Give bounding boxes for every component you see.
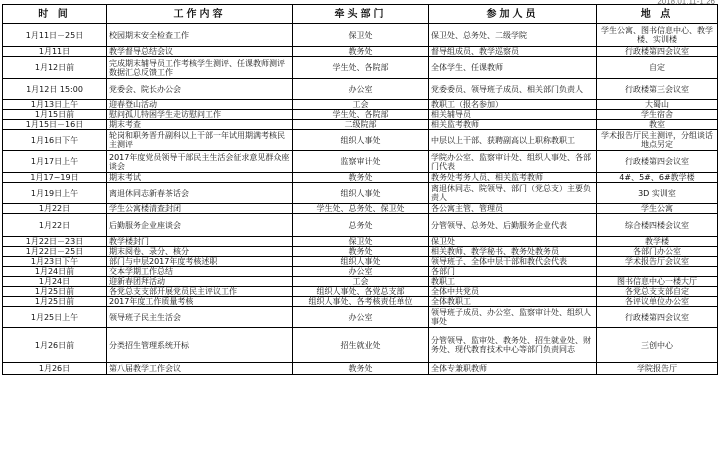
cell-content: 各党总支支部开展党员民主评议工作	[107, 287, 293, 297]
table-row	[3, 267, 718, 277]
cell-time: 1月24日前	[3, 267, 107, 277]
cell-place: 各党总支支部自定	[597, 287, 718, 297]
cell-people: 保卫处	[429, 237, 597, 247]
cell-dept: 工会	[293, 100, 429, 110]
cell-time: 1月25日前	[3, 287, 107, 297]
date-range-note: 2018.01.11-1.26	[657, 0, 715, 6]
cell-content: 慰问孤儿特困学生走访慰问工作	[107, 110, 293, 120]
cell-content: 期末考查	[107, 120, 293, 130]
cell-dept: 教务处	[293, 363, 429, 375]
cell-people: 相关辅导员	[429, 110, 597, 120]
cell-place: 行政楼第四会议室	[597, 151, 718, 173]
cell-time: 1月22日－25日	[3, 247, 107, 257]
cell-dept: 学生处、各院部	[293, 110, 429, 120]
cell-dept: 组织人事处、各考核责任单位	[293, 297, 429, 307]
table-row	[3, 183, 718, 204]
cell-place: 学院报告厅	[597, 363, 718, 375]
table-row	[3, 297, 718, 307]
table-row	[3, 47, 718, 57]
cell-dept: 招生就业处	[293, 328, 429, 363]
cell-time: 1月26日前	[3, 328, 107, 363]
cell-place: 教学楼	[597, 237, 718, 247]
table-row	[3, 24, 718, 47]
cell-content: 迎新春团拜活动	[107, 277, 293, 287]
cell-dept: 工会	[293, 277, 429, 287]
cell-people: 领导班子、全体中层干部和教代会代表	[429, 257, 597, 267]
cell-people: 教职工（报名参加）	[429, 100, 597, 110]
cell-dept: 组织人事处	[293, 257, 429, 267]
cell-time: 1月11日－25日	[3, 24, 107, 47]
cell-people: 中层以上干部、获聘副高以上职称教职工	[429, 130, 597, 151]
cell-dept: 教务处	[293, 47, 429, 57]
cell-dept: 组织人事处	[293, 183, 429, 204]
cell-content: 离退休同志新春茶话会	[107, 183, 293, 204]
table-row	[3, 237, 718, 247]
header-people: 参加人员	[429, 5, 597, 24]
cell-place: 行政楼第四会议室	[597, 307, 718, 328]
cell-people: 各公寓主管、管理员	[429, 204, 597, 214]
cell-people: 离退休同志、院领导、部门（党总支）主要负责人	[429, 183, 597, 204]
cell-dept: 办公室	[293, 307, 429, 328]
cell-content: 学生公寓楼清查封闭	[107, 204, 293, 214]
cell-place: 自定	[597, 57, 718, 79]
cell-content: 期末考试	[107, 173, 293, 183]
cell-place: 三创中心	[597, 328, 718, 363]
cell-time: 1月22日	[3, 204, 107, 214]
cell-place: 学生公寓	[597, 204, 718, 214]
table-row	[3, 110, 718, 120]
cell-people: 全体教职工	[429, 297, 597, 307]
cell-content: 2017年度党员领导干部民主生活会征求意见群众座谈会	[107, 151, 293, 173]
cell-dept: 学生处、各院部	[293, 57, 429, 79]
cell-dept: 教务处	[293, 247, 429, 257]
cell-content: 领导班子民主生活会	[107, 307, 293, 328]
cell-content: 校园期末安全检查工作	[107, 24, 293, 47]
cell-place: 各评议单位办公室	[597, 297, 718, 307]
table-header-row	[3, 5, 718, 24]
cell-people: 全体专兼职教师	[429, 363, 597, 375]
cell-time: 1月25日前	[3, 297, 107, 307]
cell-place	[597, 267, 718, 277]
cell-content: 教学楼封门	[107, 237, 293, 247]
cell-content: 部门与中层2017年度考核述职	[107, 257, 293, 267]
cell-content: 分类招生管理系统开标	[107, 328, 293, 363]
cell-time: 1月17~19日	[3, 173, 107, 183]
cell-people: 督导组成员、教学巡察员	[429, 47, 597, 57]
cell-time: 1月16日下午	[3, 130, 107, 151]
header-content: 工作内容	[107, 5, 293, 24]
cell-content: 2017年度工作质量考核	[107, 297, 293, 307]
cell-dept: 总务处	[293, 214, 429, 237]
cell-content: 党委会、院长办公会	[107, 79, 293, 100]
table-row	[3, 100, 718, 110]
cell-people: 各部门	[429, 267, 597, 277]
cell-place: 3D 实训室	[597, 183, 718, 204]
cell-time: 1月17日上午	[3, 151, 107, 173]
table-row	[3, 307, 718, 328]
table-row	[3, 328, 718, 363]
header-dept: 牵头部门	[293, 5, 429, 24]
cell-place: 各部门办公室	[597, 247, 718, 257]
cell-people: 分管领导、总务处、后勤服务企业代表	[429, 214, 597, 237]
table-row	[3, 277, 718, 287]
cell-place: 教室	[597, 120, 718, 130]
table-row	[3, 79, 718, 100]
table-row	[3, 173, 718, 183]
cell-content: 后勤服务企业座谈会	[107, 214, 293, 237]
cell-people: 相关监考教师	[429, 120, 597, 130]
cell-content: 第八届教学工作会议	[107, 363, 293, 375]
cell-content: 交本学期工作总结	[107, 267, 293, 277]
cell-people: 分管领导、监审处、教务处、招生就业处、财务处、现代教育技术中心等部门负责同志	[429, 328, 597, 363]
table-row	[3, 120, 718, 130]
cell-dept: 教务处	[293, 173, 429, 183]
cell-time: 1月25日上午	[3, 307, 107, 328]
cell-time: 1月24日	[3, 277, 107, 287]
cell-content: 教学督导总结会议	[107, 47, 293, 57]
cell-people: 全体学生、任课教师	[429, 57, 597, 79]
cell-people: 教职工	[429, 277, 597, 287]
table-row	[3, 151, 718, 173]
cell-time: 1月23日下午	[3, 257, 107, 267]
cell-time: 1月15日前	[3, 110, 107, 120]
cell-dept: 组织人事处、各党总支部	[293, 287, 429, 297]
cell-time: 1月12日前	[3, 57, 107, 79]
cell-dept: 保卫处	[293, 24, 429, 47]
cell-dept: 办公室	[293, 79, 429, 100]
header-time: 时 间	[3, 5, 107, 24]
cell-people: 保卫处、总务处、二级学院	[429, 24, 597, 47]
cell-people: 教务处考务人员、相关监考教师	[429, 173, 597, 183]
cell-place: 学术报告厅会议室	[597, 257, 718, 267]
cell-people: 相关教师、教学秘书、教务处教务员	[429, 247, 597, 257]
cell-people: 全体中共党员	[429, 287, 597, 297]
cell-people: 党委委员、领导班子成员、相关部门负责人	[429, 79, 597, 100]
table-row	[3, 57, 718, 79]
cell-place: 学术报告厅民主测评，分组谈话地点另定	[597, 130, 718, 151]
cell-time: 1月12日 15:00	[3, 79, 107, 100]
table-row	[3, 287, 718, 297]
cell-time: 1月26日	[3, 363, 107, 375]
cell-place: 大蜀山	[597, 100, 718, 110]
table-row	[3, 257, 718, 267]
table-row	[3, 247, 718, 257]
cell-content: 迎春登山活动	[107, 100, 293, 110]
cell-place: 学生公寓、图书信息中心、教学楼、实训楼	[597, 24, 718, 47]
table-row	[3, 130, 718, 151]
table-row	[3, 204, 718, 214]
cell-time: 1月11日	[3, 47, 107, 57]
cell-dept: 组织人事处	[293, 130, 429, 151]
cell-place: 学生宿舍	[597, 110, 718, 120]
cell-time: 1月19日上午	[3, 183, 107, 204]
cell-dept: 学生处、总务处、保卫处	[293, 204, 429, 214]
cell-dept: 保卫处	[293, 237, 429, 247]
cell-content: 完成期末辅导员工作考核学生测评、任课教师测评数据汇总反馈工作	[107, 57, 293, 79]
table-row	[3, 363, 718, 375]
cell-dept: 二级院部	[293, 120, 429, 130]
cell-time: 1月13日上午	[3, 100, 107, 110]
cell-content: 期末阅卷、录分、核分	[107, 247, 293, 257]
cell-people: 领导班子成员、办公室、监察审计处、组织人事处	[429, 307, 597, 328]
cell-time: 1月22日	[3, 214, 107, 237]
cell-time: 1月22日－23日	[3, 237, 107, 247]
cell-time: 1月15日－16日	[3, 120, 107, 130]
table-body	[3, 24, 718, 375]
cell-dept: 监察审计处	[293, 151, 429, 173]
cell-dept: 办公室	[293, 267, 429, 277]
cell-place: 行政楼第四会议室	[597, 47, 718, 57]
cell-place: 图书信息中心一楼大厅	[597, 277, 718, 287]
cell-place: 4#、5#、6#教学楼	[597, 173, 718, 183]
cell-place: 综合楼四楼会议室	[597, 214, 718, 237]
schedule-table	[2, 4, 718, 375]
cell-place: 行政楼第三会议室	[597, 79, 718, 100]
header-place: 地 点	[597, 5, 718, 24]
cell-content: 轮岗和职务晋升副科以上干部一年试用期满考核民主测评	[107, 130, 293, 151]
table-row	[3, 214, 718, 237]
cell-people: 学院办公室、监察审计处、组织人事处、各部门代表	[429, 151, 597, 173]
